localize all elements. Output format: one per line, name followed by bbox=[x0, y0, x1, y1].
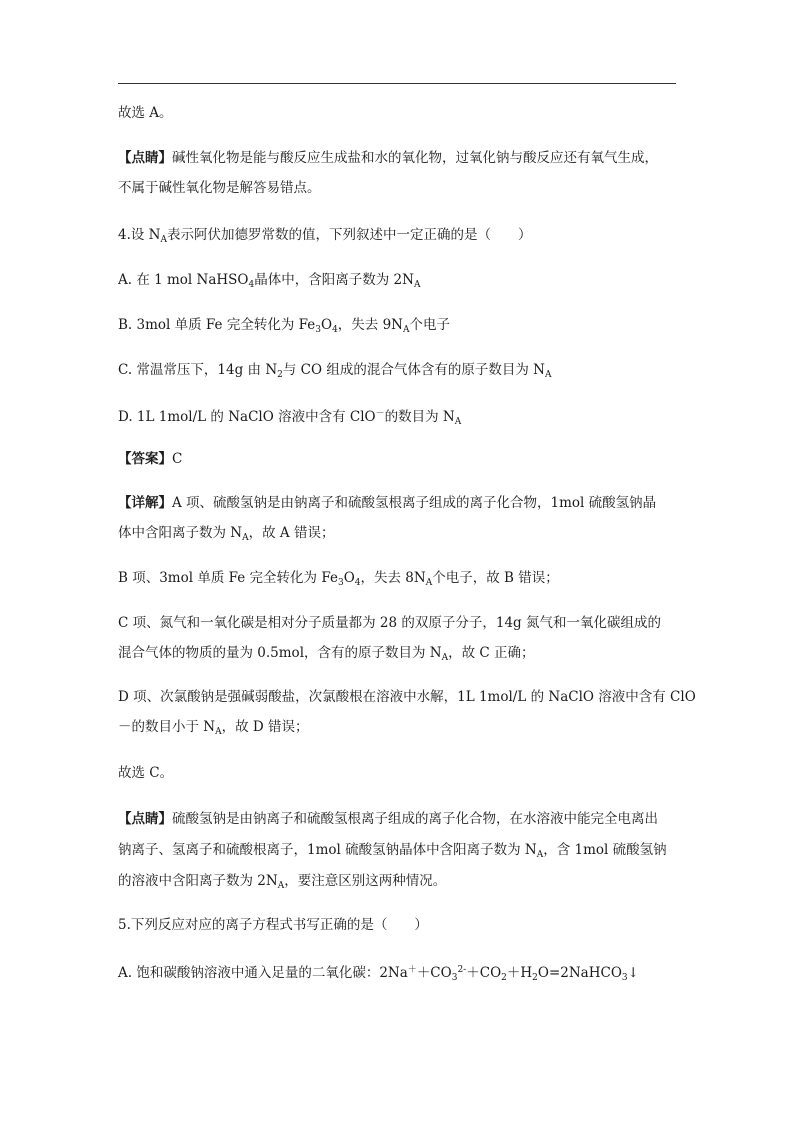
tip-line: 的溶液中含阳离子数为 $2N_A$，要注意区别这两种情况。 bbox=[118, 873, 447, 891]
option-d: D. 1L 1mol/L 的 NaClO 溶液中含有 ClO－的数目为 $N_A$ bbox=[118, 409, 462, 427]
text-line: 【点睛】碱性氧化物是能与酸反应生成盐和水的氧化物，过氧化钠与酸反应还有氧气生成， bbox=[118, 150, 658, 166]
detail-label: 【详解】 bbox=[118, 495, 172, 511]
answer-label: 【答案】 bbox=[118, 451, 172, 467]
question-5-option-a: A. 饱和碳酸钠溶液中通入足量的二氧化碳：$2Na^++CO_3^{2-}+CO_2+H_2O=2NaHCO_3↓$ bbox=[118, 965, 639, 983]
tip-label: 【点睛】 bbox=[118, 811, 172, 827]
text-line: 故选 A。 bbox=[118, 105, 173, 121]
question-5: 5.下列反应对应的离子方程式书写正确的是（ ） bbox=[118, 917, 428, 933]
header-rule bbox=[118, 83, 676, 84]
answer-line: 【答案】C bbox=[118, 451, 183, 467]
text-line: 不属于碱性氧化物是解答易错点。 bbox=[118, 180, 321, 196]
detail-line: B 项、3mol 单质 Fe 完全转化为 $Fe_3O_4$，失去 $8N_A$个电子，故 B 错误； bbox=[118, 570, 559, 588]
detail-line: －的数目小于 $N_A$，故 D 错误； bbox=[118, 719, 309, 737]
tip-line: 钠离子、氢离子和硫酸根离子，1mol 硫酸氢钠晶体中含阳离子数为 $N_A$，含 1mol 硫酸氢钠 bbox=[118, 842, 667, 860]
detail-line: C 项、氮气和一氧化碳是相对分子质量都为 28 的双原子分子，14g 氮气和一氧化碳组成的 bbox=[118, 615, 661, 631]
detail-line: D 项、次氯酸钠是强碱弱酸盐，次氯酸根在溶液中水解，1L 1mol/L 的 NaClO 溶液中含有 ClO bbox=[118, 689, 696, 705]
question-4: 4.设 $N_A$表示阿伏加德罗常数的值，下列叙述中一定正确的是（ ） bbox=[118, 227, 532, 245]
detail-line: 体中含阳离子数为 $N_A$，故 A 错误； bbox=[118, 525, 335, 543]
detail-line: 混合气体的物质的量为 0.5mol，含有的原子数目为 $N_A$，故 C 正确； bbox=[118, 645, 535, 663]
option-c: C. 常温常压下，14g 由 $N_2$与 CO 组成的混合气体含有的原子数目为 $N_A$ bbox=[118, 362, 552, 380]
option-b: B. 3mol 单质 Fe 完全转化为 $Fe_3O_4$，失去 $9N_A$个电子 bbox=[118, 317, 450, 335]
text-line: 故选 C。 bbox=[118, 765, 174, 781]
detail-line: 【详解】A 项、硫酸氢钠是由钠离子和硫酸氢根离子组成的离子化合物，1mol 硫酸氢钠晶 bbox=[118, 495, 657, 511]
option-a: A. 在 1 mol NaHSO$_4$晶体中，含阳离子数为 $2N_A$ bbox=[118, 272, 421, 290]
tip-label: 【点睛】 bbox=[118, 150, 172, 166]
tip-line: 【点睛】硫酸氢钠是由钠离子和硫酸氢根离子组成的离子化合物，在水溶液中能完全电离出 bbox=[118, 811, 658, 827]
